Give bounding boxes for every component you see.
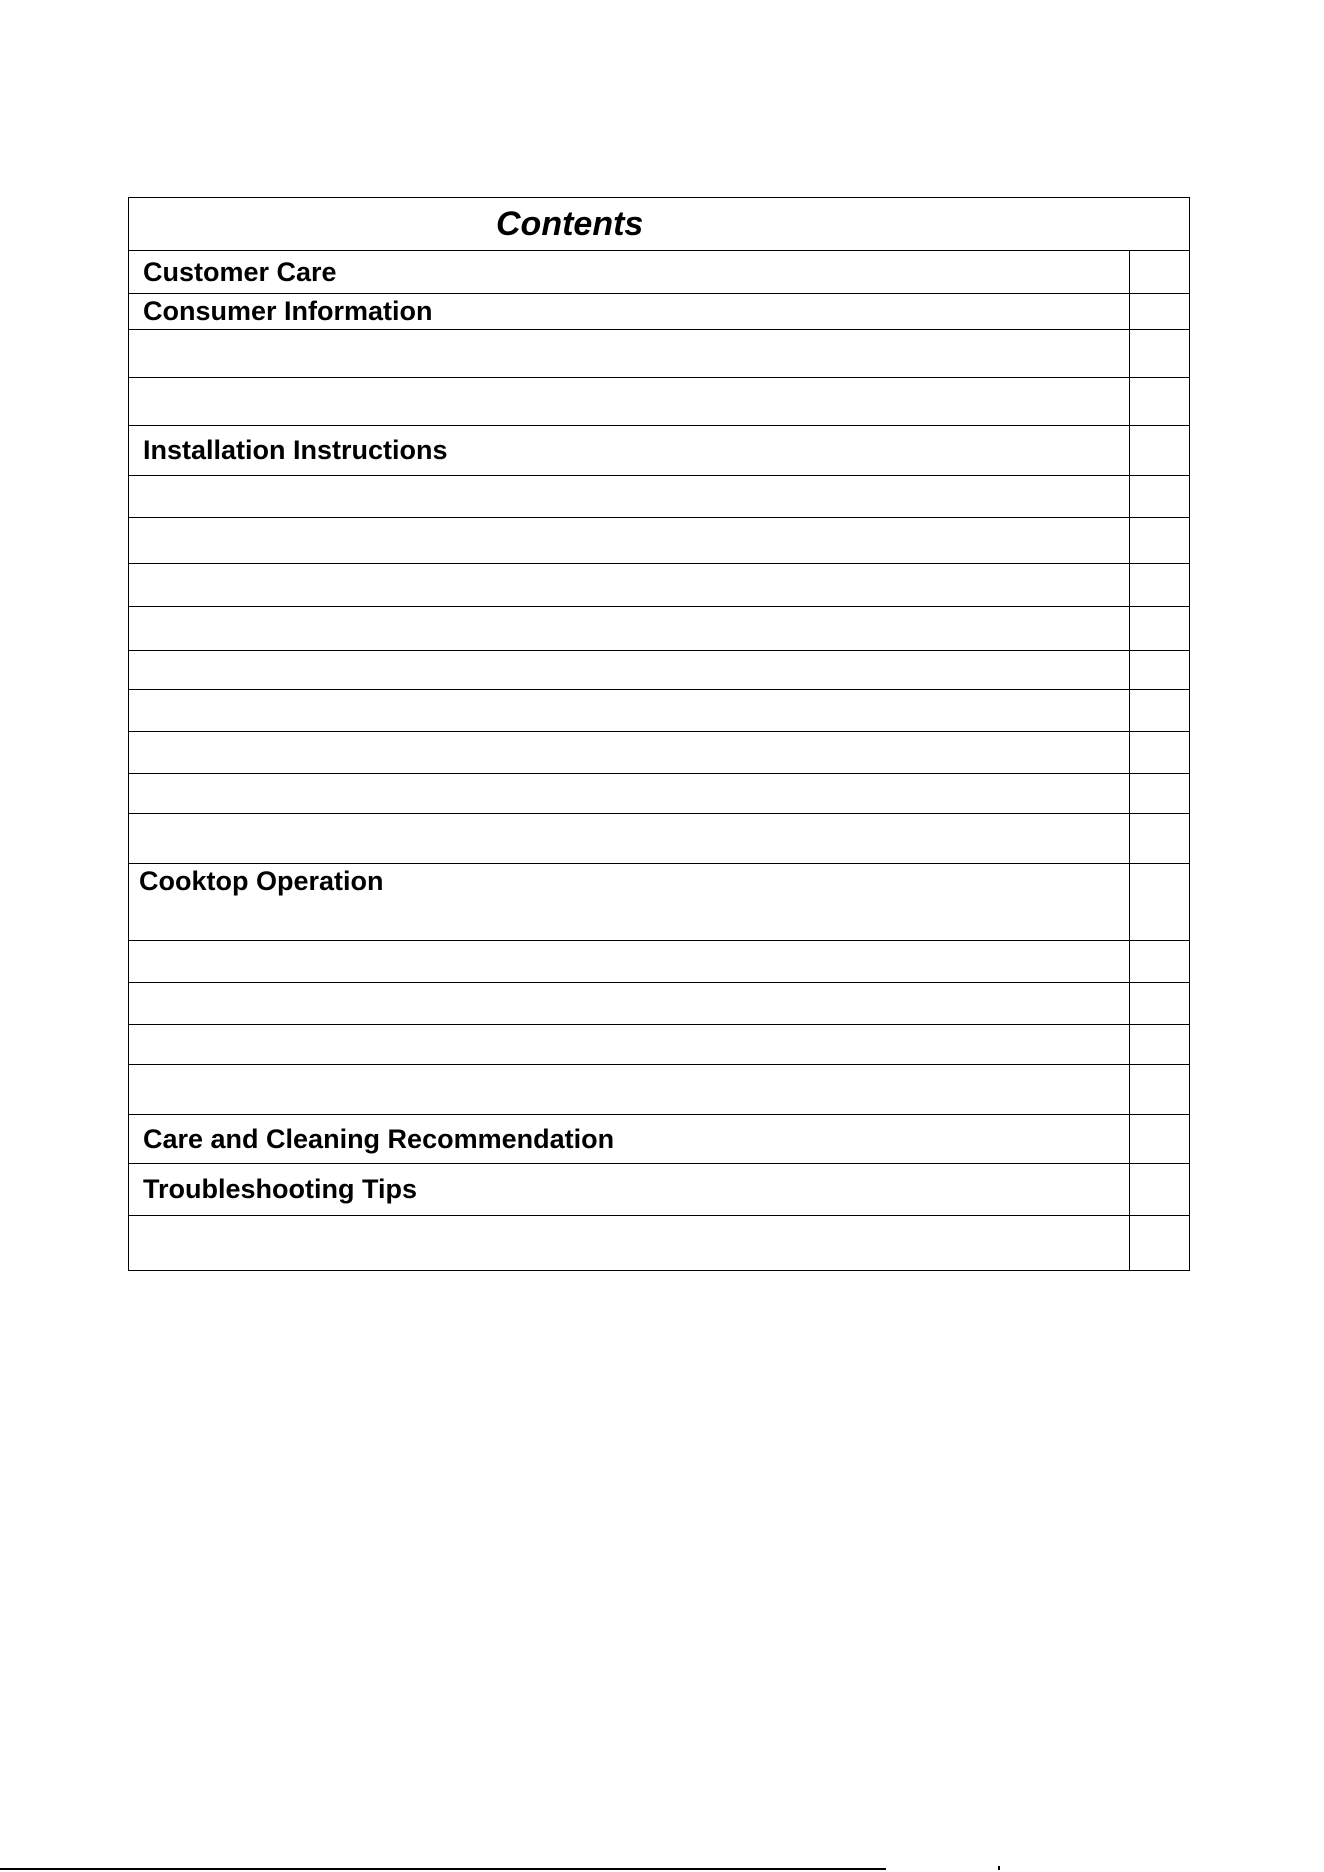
toc-row xyxy=(129,774,1190,814)
page-cell xyxy=(1129,732,1189,774)
toc-entry xyxy=(129,651,1130,690)
page-cell xyxy=(1129,294,1189,330)
toc-row xyxy=(129,518,1190,564)
contents-title: Contents xyxy=(129,198,1190,251)
toc-entry xyxy=(129,476,1130,518)
footer-tick-mark xyxy=(998,1866,1000,1870)
section-consumer-information: Consumer Information xyxy=(129,294,1130,330)
toc-row xyxy=(129,476,1190,518)
page-cell xyxy=(1129,607,1189,651)
toc-row xyxy=(129,983,1190,1025)
footer-rule xyxy=(0,1868,886,1870)
section-cooktop-operation: Cooktop Operation xyxy=(129,864,1130,941)
toc-entry xyxy=(129,774,1130,814)
toc-entry xyxy=(129,607,1130,651)
page-cell xyxy=(1129,651,1189,690)
toc-row xyxy=(129,1065,1190,1115)
page-cell xyxy=(1129,814,1189,864)
toc-entry xyxy=(129,732,1130,774)
toc-row xyxy=(129,1025,1190,1065)
toc-row xyxy=(129,864,1190,941)
page-cell xyxy=(1129,690,1189,732)
toc-row xyxy=(129,1216,1190,1271)
page-cell xyxy=(1129,564,1189,607)
section-installation-instructions: Installation Instructions xyxy=(129,426,1130,476)
toc-row xyxy=(129,378,1190,426)
page-cell xyxy=(1129,1025,1189,1065)
page-cell xyxy=(1129,1065,1189,1115)
page-cell xyxy=(1129,518,1189,564)
toc-row xyxy=(129,1115,1190,1164)
toc-row xyxy=(129,1164,1190,1216)
toc-entry xyxy=(129,518,1130,564)
toc-entry xyxy=(129,1025,1130,1065)
toc-row xyxy=(129,564,1190,607)
title-row xyxy=(129,198,1190,251)
page-cell xyxy=(1129,1164,1189,1216)
toc-row xyxy=(129,690,1190,732)
toc-entry xyxy=(129,330,1130,378)
page-cell xyxy=(1129,378,1189,426)
toc-row xyxy=(129,814,1190,864)
toc-entry xyxy=(129,983,1130,1025)
section-care-and-cleaning: Care and Cleaning Recommendation xyxy=(129,1115,1130,1164)
toc-row xyxy=(129,732,1190,774)
toc-entry xyxy=(129,1216,1130,1271)
page-cell xyxy=(1129,251,1189,294)
page-cell xyxy=(1129,426,1189,476)
toc-row xyxy=(129,330,1190,378)
toc-row xyxy=(129,651,1190,690)
toc-row xyxy=(129,941,1190,983)
page-cell xyxy=(1129,476,1189,518)
toc-entry xyxy=(129,1065,1130,1115)
page-cell xyxy=(1129,330,1189,378)
section-customer-care: Customer Care xyxy=(129,251,1130,294)
page-cell xyxy=(1129,1216,1189,1271)
toc-entry xyxy=(129,690,1130,732)
page-cell xyxy=(1129,941,1189,983)
contents-table xyxy=(128,197,1190,1271)
page-cell xyxy=(1129,1115,1189,1164)
toc-row xyxy=(129,607,1190,651)
toc-entry xyxy=(129,378,1130,426)
page-cell xyxy=(1129,864,1189,941)
page-cell xyxy=(1129,774,1189,814)
toc-entry xyxy=(129,941,1130,983)
toc-row xyxy=(129,426,1190,476)
page-cell xyxy=(1129,983,1189,1025)
toc-row xyxy=(129,294,1190,330)
toc-entry xyxy=(129,814,1130,864)
section-troubleshooting-tips: Troubleshooting Tips xyxy=(129,1164,1130,1216)
toc-row xyxy=(129,251,1190,294)
toc-entry xyxy=(129,564,1130,607)
